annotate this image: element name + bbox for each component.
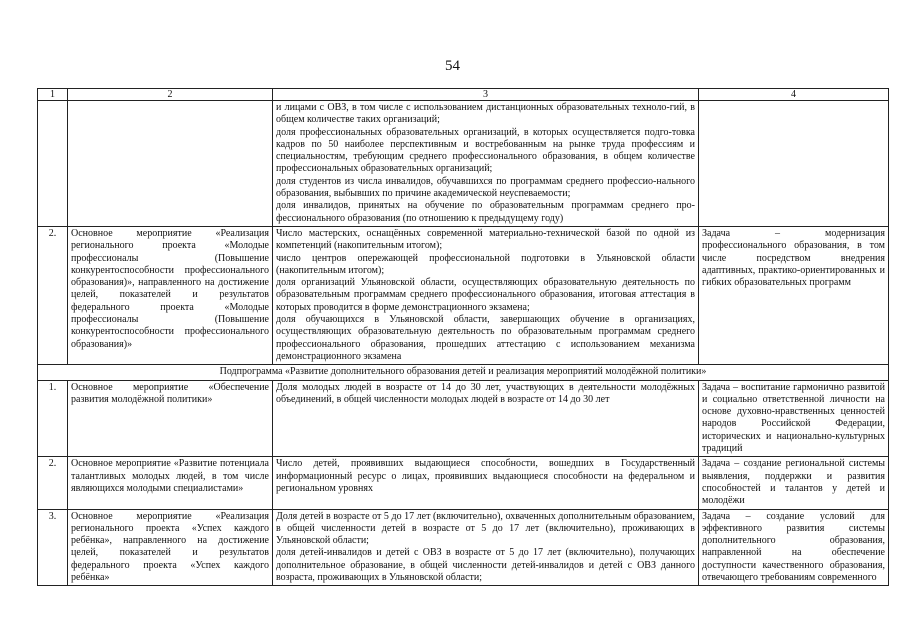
row-number: 1. (38, 380, 68, 457)
indicator-item: доля организаций Ульяновской области, осуществляющих образовательную деятельность по образовательным программам среднего профессионального образования, итоговая аттестация в которых проводится в форме демонстрационного экзамена; (276, 277, 695, 313)
task-cell: Задача – создание региональной системы выявления, поддержки и развития способностей и талантов у детей и молодёжи (699, 457, 889, 509)
indicator-item: доля обучающихся в Ульяновской области, завершающих обучение в организациях, осуществляющих образовательную деятельность по образовательным программам среднего профессионального образования, прошедших аттестацию с использованием механизма демонстрационного экзамена (276, 314, 695, 362)
event-cell (68, 101, 273, 227)
event-cell: Основное мероприятие «Развитие потенциала талантливых молодых людей, в том числе являющихся молодыми специалистами» (68, 457, 273, 509)
indicator-item: доля инвалидов, принятых на обучение по образовательным программам среднего про-фессионального образования (по отношению к предыдущему году) (276, 200, 695, 224)
task-cell: Задача – создание условий для эффективного развития системы дополнительного образования, направленной на обеспечение доступности качественного образования, отвечающего требованиям современного (699, 509, 889, 586)
indicator-item: Доля молодых людей в возрасте от 14 до 30 лет, участвующих в деятельности молодёжных объединений, в общей численности молодых людей в возрасте от 14 до 30 лет (276, 381, 695, 405)
indicators-cell (273, 101, 699, 227)
row-number: 2. (38, 226, 68, 364)
indicator-item: Доля детей в возрасте от 5 до 17 лет (включительно), охваченных дополнительным образованием, в общей численности детей в возрасте от 5 до 17 лет (включительно), проживающих в Ульяновской области; (276, 510, 695, 547)
row-number (38, 101, 68, 227)
indicator-item: Число мастерских, оснащённых современной материально-технической базой по одной из компетенций (накопительным итогом); (276, 227, 695, 252)
table-row (38, 226, 889, 364)
task-cell: Задача – модернизация профессионального образования, в том числе посредством внедрения адаптивных, практико-ориентированных и гибких образовательных программ (699, 226, 889, 364)
subprogram-title: Подпрограмма «Развитие дополнительного образования детей и реализация мероприятий молодёжной политики» (38, 365, 889, 380)
header-col-3: 3 (273, 89, 699, 101)
row-number: 2. (38, 457, 68, 509)
table-row (38, 101, 889, 227)
header-col-2: 2 (68, 89, 273, 101)
indicator-item: и лицами с ОВЗ, в том числе с использованием дистанционных образовательных техноло-гий, в общем количестве таких организаций; (276, 102, 695, 126)
table-row (38, 457, 889, 509)
event-cell: Основное мероприятие «Обеспечение развития молодёжной политики» (68, 380, 273, 457)
event-cell: Основное мероприятие «Реализация регионального проекта «Молодые профессионалы (Повышение конкурентоспособности профессионального образования)», направленного на достижение целей, показателей и результатов федерального проекта «Молодые профессионалы (Повышение конкурентоспособности профессионального образования)» (68, 226, 273, 364)
table-row (38, 380, 889, 457)
row-number: 3. (38, 509, 68, 586)
indicator-item: доля детей-инвалидов и детей с ОВЗ в возрасте от 5 до 17 лет (включительно), получающих дополнительное образование, в общей численности детей-инвалидов и детей с ОВЗ данного возраста, проживающих в Ульяновской области; (276, 547, 695, 583)
header-col-1: 1 (38, 89, 68, 101)
data-table (37, 88, 889, 586)
subprogram-row (38, 365, 889, 380)
indicators-cell (273, 226, 699, 364)
table-header-row (38, 89, 889, 101)
page-number: 54 (445, 58, 460, 74)
indicators-cell (273, 509, 699, 586)
table-row (38, 509, 889, 586)
indicator-item: Число детей, проявивших выдающиеся способности, вошедших в Государственный информационный ресурс о лицах, проявивших выдающиеся способности на федеральном и региональном уровнях (276, 458, 695, 494)
indicator-item: доля профессиональных образовательных организаций, в которых осуществляется подго-товка кадров по 50 наиболее перспективным и востребованным на рынке труда профессиям и специальностям, требующим среднего профессионального образования, в общем количестве профессиональных образовательных организаций; (276, 126, 695, 175)
indicator-item: доля студентов из числа инвалидов, обучавшихся по программам среднего профессио-нального образования, выбывших по причине академической неуспеваемости; (276, 175, 695, 200)
header-col-4: 4 (699, 89, 889, 101)
indicators-cell (273, 457, 699, 509)
task-cell (699, 101, 889, 227)
indicators-cell (273, 380, 699, 457)
indicator-item: число центров опережающей профессиональной подготовки в Ульяновской области (накопительным итогом); (276, 252, 695, 276)
task-cell: Задача – воспитание гармонично развитой и социально ответственной личности на основе духовно-нравственных ценностей народов Российской Федерации, исторических и национально-культурных традиций (699, 380, 889, 457)
event-cell: Основное мероприятие «Реализация регионального проекта «Успех каждого ребёнка», направленного на достижение целей, показателей и результатов федерального проекта «Успех каждого ребёнка» (68, 509, 273, 586)
